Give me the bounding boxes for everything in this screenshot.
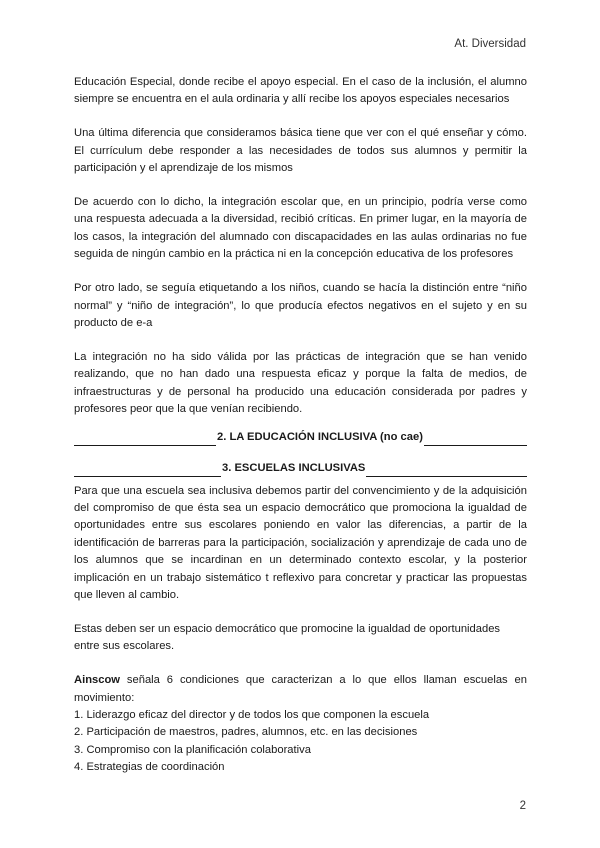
paragraph-2: Una última diferencia que consideramos básica tiene que ver con el qué enseñar y cómo. El currículum debe responder a las necesidades de todos sus alumnos y permitir la participación y el aprendizaje de los mismos [74,127,527,175]
paragraph-5: La integración no ha sido válida por las prácticas de integración que se han venido realizando, que no han dado una respuesta eficaz y porque la falta de medios, de infraestructuras y de personal ha producido una educación considerada por padres y profesores peor que la que venían recibiendo. [74,350,527,416]
paragraph-3: De acuerdo con lo dicho, la integración escolar que, en un principio, podría verse como una respuesta adecuada a la diversidad, recibió críticas. En primer lugar, en la mayoría de los casos, la integración del alumnado con discapacidades en las aulas ordinarias no fue seguida de ningún cambio en la práctica ni en la concepción educativa de los profesores [74,196,527,261]
author-name: Ainscow [74,674,121,687]
section-heading-2-text: 2. LA EDUCACIÓN INCLUSIVA (no cae) [217,430,423,443]
paragraph-8-text: señala 6 condiciones que caracterizan a lo que ellos llaman escuelas en movimiento: [74,674,527,704]
heading-rule-left [74,464,221,477]
paragraph-1: Educación Especial, donde recibe el apoyo especial. En el caso de la inclusión, el alumno siempre se encuentra en el aula ordinaria y allí recibe los apoyos especiales necesarios [74,76,527,106]
list-item: 2. Participación de maestros, padres, alumnos, etc. en las decisiones [74,726,418,739]
running-header: At. Diversidad [454,38,526,50]
document-body [74,74,527,777]
list-item: 1. Liderazgo eficaz del director y de todos los que componen la escuela [74,708,430,721]
section-heading-3 [74,460,527,477]
paragraph-6: Para que una escuela sea inclusiva debemos partir del convencimiento y de la adquisición del compromiso de que ésta sea un espacio democrático que promociona la igualdad de oportunidades entre sus escolares poniendo en valor las diferencias, a partir de la identificación de barreras para la participación, socialización y aprendizaje de cada uno de los alumnos que se incardinan en un determinado contexto escolar, y la posterior implicación en un trabajo sistemático t reflexivo para concretar y practicar las propuestas que lleven al cambio. [74,484,527,601]
paragraph-7: Estas deben ser un espacio democrático que promocine la igualdad de oportunidades entre sus escolares. [74,622,501,653]
page-number: 2 [519,800,526,812]
paragraph-8 [74,672,527,707]
paragraph-4: Por otro lado, se seguía etiquetando a los niños, cuando se hacía la distinción entre “niño normal” y “niño de integración”, lo que producía efectos negativos en el sujeto y en su producto de e-a [74,282,527,329]
conditions-list [74,707,527,777]
section-heading-3-text: 3. ESCUELAS INCLUSIVAS [222,461,366,474]
heading-rule-right [366,464,527,477]
heading-rule-right [424,433,527,446]
list-item: 4. Estrategias de coordinación [74,761,225,774]
heading-rule-left [74,433,216,446]
list-item: 3. Compromiso con la planificación colaborativa [74,743,311,756]
section-heading-2 [74,429,527,446]
